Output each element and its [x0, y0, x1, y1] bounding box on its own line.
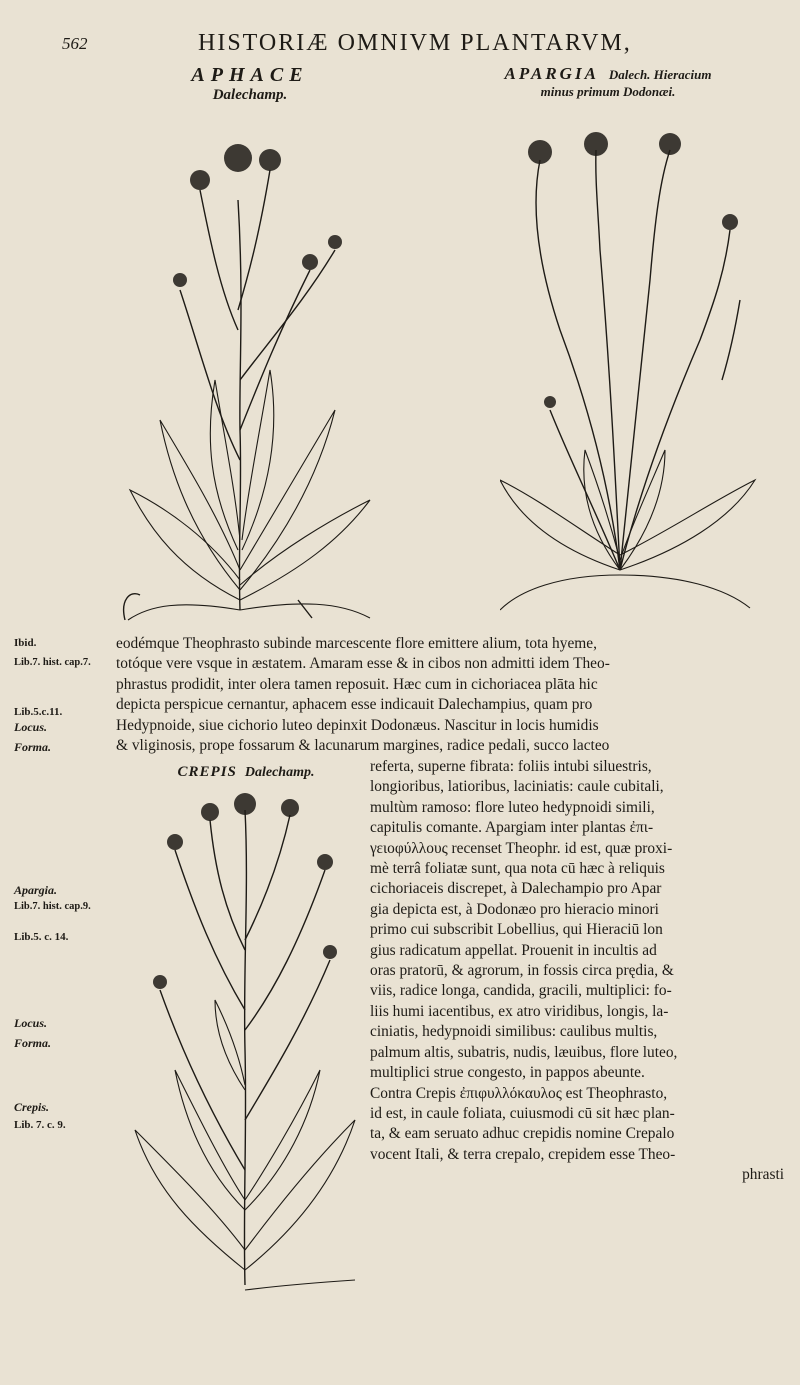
margin-note: Lib.5. c. 14. — [14, 931, 69, 943]
figure-subtitle: minus primum Dodonæi. — [540, 84, 676, 99]
margin-note: Forma. — [14, 1036, 52, 1050]
text-line: referta, superne fibrata: foliis intubi siluestris, — [370, 758, 652, 775]
figure-name: CREPIS — [177, 764, 237, 780]
text-line: primo cui subscribit Lobellius, qui Hieraciū lon — [370, 921, 663, 939]
text-line: γειοφύλλους recenset Theophr. id est, quæ proxi- — [370, 839, 673, 857]
text-line: oras pratorū, & agrorum, in fossis circa prędia, & — [370, 962, 674, 980]
text-line: cichoriaceis discrepet, à Dalechampio pro Apar — [370, 880, 662, 898]
text-line: phrastus prodidit, inter olera tamen reposuit. Hæc cum in cichoriacea plāta hic — [116, 675, 598, 693]
text-line: longioribus, latioribus, laciniatis: caule cubitali, — [370, 778, 664, 796]
page-header — [0, 30, 800, 56]
margin-note: Lib. 7. c. 9. — [14, 1119, 66, 1131]
margin-note: Locus. — [14, 1016, 47, 1030]
text-line: totóque vere vsque in æstatem. Amaram esse & in cibos non admitti idem Theo- — [116, 655, 610, 673]
text-line: Hedypnoide, siue cichorio luteo depinxit Dodonæus. Nascitur in locis humidis — [116, 716, 599, 734]
margin-note: Lib.5.c.11. — [14, 706, 63, 718]
text-line: vocent Itali, & terra crepalo, crepidem esse Theo- — [370, 1145, 676, 1163]
page-number: 562 — [62, 34, 88, 53]
text-line: gia depicta est, à Dodonæo pro hieracio minori — [370, 900, 659, 918]
paragraph-full-width — [116, 634, 784, 756]
margin-note: Ibid. — [14, 637, 37, 649]
text-line: mè terrâ foliatæ sunt, qua nota cū hæc à reliquis — [370, 860, 665, 878]
text-line: capitulis comante. Apargiam inter plantas ἐπι- — [370, 819, 654, 837]
apargia-woodcut-illustration — [500, 130, 760, 625]
figure-name: APARGIA — [504, 64, 599, 83]
figure-caption-apargia — [458, 64, 758, 100]
text-line: ta, & eam seruato adhuc crepidis nomine Crepalo — [370, 1125, 675, 1143]
text-line: depicta perspicue cernantur, aphacem esse indicauit Dalechampius, quam pro — [116, 696, 593, 714]
aphace-woodcut-illustration — [120, 130, 380, 625]
text-line: viis, radice longa, candida, gracili, multiplici: fo- — [370, 982, 672, 1000]
text-line: ciniatis, hedypnoidi similibus: caulibus multis, — [370, 1023, 658, 1041]
figure-author: Dalechamp. — [212, 87, 288, 103]
text-line: Contra Crepis ἐπιφυλλόκαυλος est Theophrasto, — [370, 1084, 668, 1102]
figure-caption-crepis — [146, 763, 346, 781]
margin-note: Crepis. — [14, 1100, 50, 1114]
text-line: multiplici strue congesto, in pappos abeunte. — [370, 1064, 645, 1082]
text-line: gius radicatum appellat. Prouenit in incultis ad — [370, 941, 657, 959]
text-line: palmum altis, subatris, nudis, læuibus, flore luteo, — [370, 1043, 678, 1061]
paragraph-column — [370, 757, 784, 1186]
text-line: phrasti — [742, 1166, 784, 1184]
crepis-woodcut-illustration — [115, 790, 365, 1295]
text-line: multùm ramoso: flore luteo hedypnoidi simili, — [370, 798, 655, 816]
figure-author: Dalech. Hieracium — [608, 67, 712, 82]
margin-note: Apargia. — [14, 883, 58, 897]
figure-author: Dalechamp. — [244, 765, 315, 780]
running-title: HISTORIÆ OMNIVM PLANTARVM, — [198, 30, 632, 56]
margin-note: Locus. — [14, 720, 47, 734]
text-line: eodémque Theophrasto subinde marcescente flore emittere alium, tota hyeme, — [116, 635, 597, 652]
margin-note: Lib.7. hist. cap.7. — [14, 657, 91, 668]
text-line: id est, in caule foliata, cuiusmodi cū sit hæc plan- — [370, 1104, 675, 1122]
margin-note: Forma. — [14, 740, 52, 754]
text-line: & vliginosis, prope fossarum & lacunarum margines, radice pedali, succo lacteo — [116, 737, 610, 755]
margin-note: Lib.7. hist. cap.9. — [14, 901, 91, 912]
figure-caption-aphace — [150, 64, 350, 104]
figure-name: APHACE — [191, 64, 309, 86]
text-line: liis humi iacentibus, ex atro viridibus, longis, la- — [370, 1002, 669, 1020]
